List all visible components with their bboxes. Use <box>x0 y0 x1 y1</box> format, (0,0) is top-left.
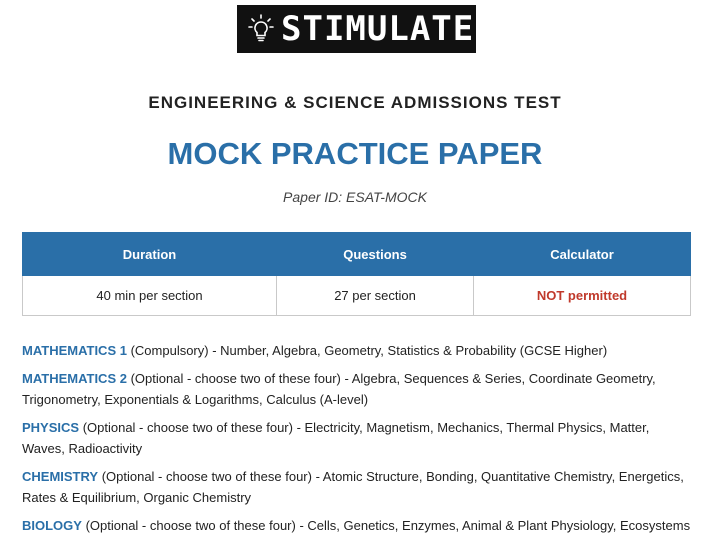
table-row <box>23 276 691 316</box>
section-chemistry <box>22 466 692 508</box>
section-description: (Optional - choose two of these four) - Algebra, Sequences & Series, Coordinate Geometry, Trigonometry, Exponentials & Logarithms, Calculus (A-level) <box>22 371 656 407</box>
questions-value: 27 per section <box>277 276 474 316</box>
lightbulb-icon <box>247 13 275 45</box>
calculator-value: NOT permitted <box>473 276 690 316</box>
table-header-row <box>23 233 691 276</box>
duration-header: Duration <box>23 233 277 276</box>
section-description: (Optional - choose two of these four) - Cells, Genetics, Enzymes, Animal & Plant Physiology, Ecosystems <box>81 518 691 533</box>
paper-id: Paper ID: ESAT-MOCK <box>283 189 427 205</box>
page-title: MOCK PRACTICE PAPER <box>167 136 543 171</box>
section-biology <box>22 515 692 536</box>
section-maths-1 <box>22 340 692 361</box>
exam-info-table <box>22 232 691 316</box>
calculator-header: Calculator <box>473 233 690 276</box>
section-description: (Optional - choose two of these four) - Electricity, Magnetism, Mechanics, Thermal Physics, Matter, Waves, Radioactivity <box>22 420 650 456</box>
section-name: PHYSICS <box>22 420 80 435</box>
section-name: MATHEMATICS 2 <box>22 371 127 386</box>
stimulate-logo <box>237 5 476 53</box>
logo-wordmark: STIMULATE <box>281 9 475 49</box>
section-name: MATHEMATICS 1 <box>22 343 127 358</box>
section-description: (Compulsory) - Number, Algebra, Geometry, Statistics & Probability (GCSE Higher) <box>126 343 608 358</box>
section-maths-2 <box>22 368 692 410</box>
section-list <box>22 340 692 543</box>
section-description: (Optional - choose two of these four) - Atomic Structure, Bonding, Quantitative Chemistry, Energetics, Rates & Equilibrium, Organic Chemistry <box>22 469 684 505</box>
section-name: BIOLOGY <box>22 518 82 533</box>
test-subtitle: ENGINEERING & SCIENCE ADMISSIONS TEST <box>148 93 562 112</box>
section-physics <box>22 417 692 459</box>
section-name: CHEMISTRY <box>22 469 99 484</box>
questions-header: Questions <box>277 233 474 276</box>
duration-value: 40 min per section <box>23 276 277 316</box>
